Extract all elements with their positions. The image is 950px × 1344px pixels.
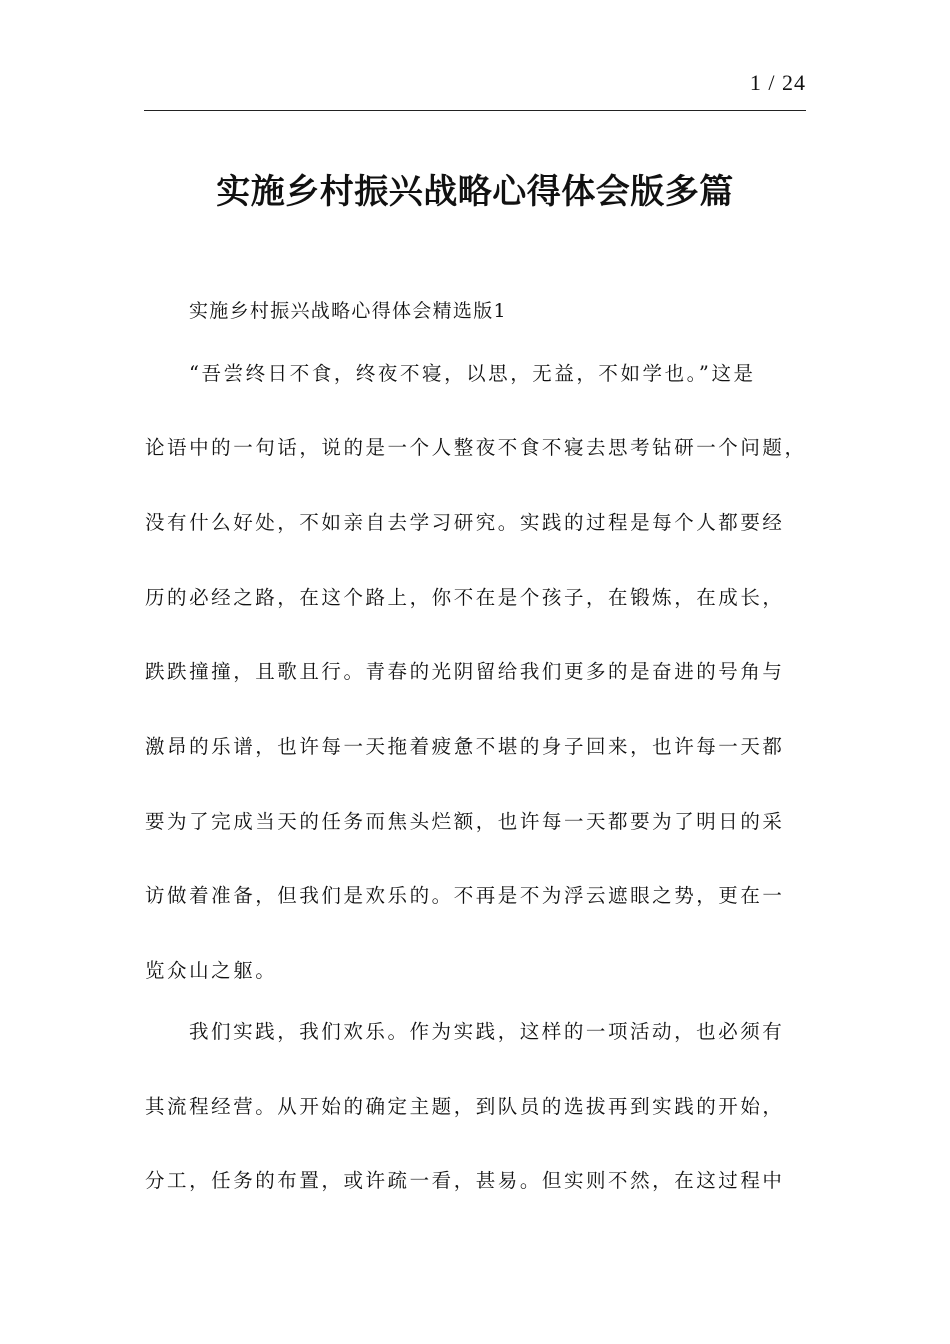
paragraph-line: 我们实践，我们欢乐。作为实践，这样的一项活动，也必须有 [189,1020,785,1043]
paragraph-line: 访做着准备，但我们是欢乐的。不再是不为浮云遮眼之势，更在一 [145,884,785,907]
paragraph-line: 历的必经之路，在这个路上，你不在是个孩子，在锻炼，在成长， [145,586,785,609]
document-title: 实施乡村振兴战略心得体会版多篇 [216,172,734,212]
paragraph-line: 其流程经营。从开始的确定主题，到队员的选拔再到实践的开始， [145,1095,785,1118]
paragraph-line: 览众山之躯。 [145,959,278,982]
paragraph-line: 要为了完成当天的任务而焦头烂额，也许每一天都要为了明日的采 [145,810,785,833]
page-number: 1 / 24 [749,70,806,95]
paragraph-line: 跌跌撞撞，且歌且行。青春的光阴留给我们更多的是奋进的号角与 [145,660,785,683]
paragraph-line: 没有什么好处，不如亲自去学习研究。实践的过程是每个人都要经 [145,511,785,534]
paragraph-line: 论语中的一句话，说的是一个人整夜不食不寝去思考钻研一个问题， [145,436,807,459]
paragraph-line: 激昂的乐谱，也许每一天拖着疲惫不堪的身子回来，也许每一天都 [145,735,785,758]
header-rule [144,110,806,111]
paragraph-line: 分工，任务的布置，或许疏一看，甚易。但实则不然，在这过程中 [145,1169,785,1192]
section-subtitle: 实施乡村振兴战略心得体会精选版1 [189,300,507,322]
paragraph-line: “吾尝终日不食，终夜不寝，以思，无益，不如学也。”这是 [189,362,756,385]
